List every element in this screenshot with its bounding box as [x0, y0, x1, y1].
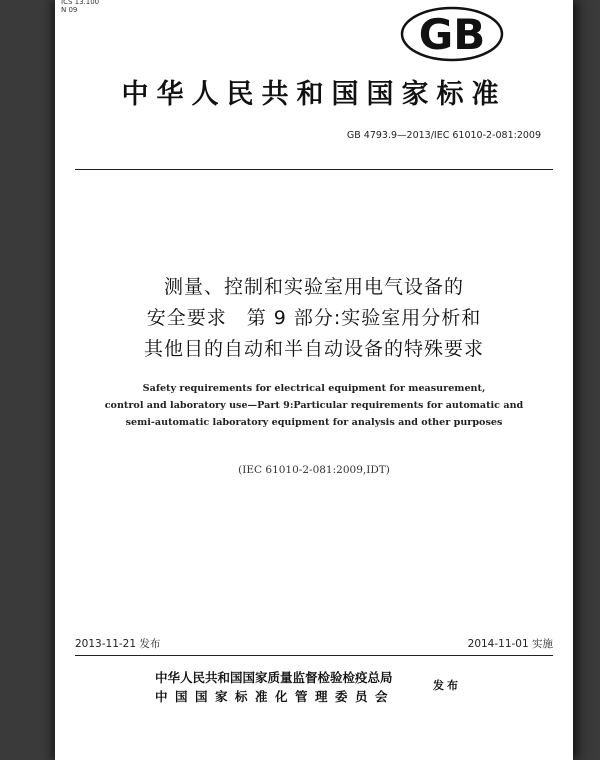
- gb-logo: [400, 6, 504, 62]
- chinese-title: [55, 272, 573, 365]
- english-title-line-3: semi-automatic laboratory equipment for analysis and other purposes: [125, 417, 503, 428]
- chinese-title-line-1: 测量、控制和实验室用电气设备的: [163, 276, 464, 298]
- ccs-code: N 09: [61, 6, 78, 14]
- ics-code: ICS 13.100: [61, 0, 100, 6]
- document-page: [55, 0, 573, 760]
- english-title: [55, 380, 573, 431]
- chinese-title-line-2: 安全要求 第 9 部分:实验室用分析和: [146, 307, 482, 329]
- implementation-date: 2014-11-01 实施: [467, 638, 553, 650]
- footer-divider: [75, 655, 553, 656]
- standard-title: 中华人民共和国国家标准: [121, 79, 507, 110]
- english-title-line-1: Safety requirements for electrical equipment for measurement,: [142, 383, 486, 394]
- chinese-title-line-3: 其他目的自动和半自动设备的特殊要求: [143, 338, 484, 360]
- issuer-aqsiq: 中华人民共和国国家质量监督检验检疫总局: [155, 670, 393, 685]
- equivalence-note: (IEC 61010-2-081:2009,IDT): [238, 464, 390, 476]
- english-title-line-2: control and laboratory use—Part 9:Particular requirements for automatic and: [104, 400, 524, 411]
- standard-code: GB 4793.9—2013/IEC 61010-2-081:2009: [346, 130, 541, 141]
- publication-date: 2013-11-21 发布: [75, 638, 161, 650]
- issuer-sac: 中国国家标准化管理委员会: [155, 689, 396, 704]
- header-divider: [75, 169, 553, 170]
- ics-classification: [61, 0, 99, 14]
- gb-logo-text: GB: [418, 10, 486, 59]
- issuing-authorities: [155, 668, 395, 706]
- issue-label: 发布: [433, 679, 461, 692]
